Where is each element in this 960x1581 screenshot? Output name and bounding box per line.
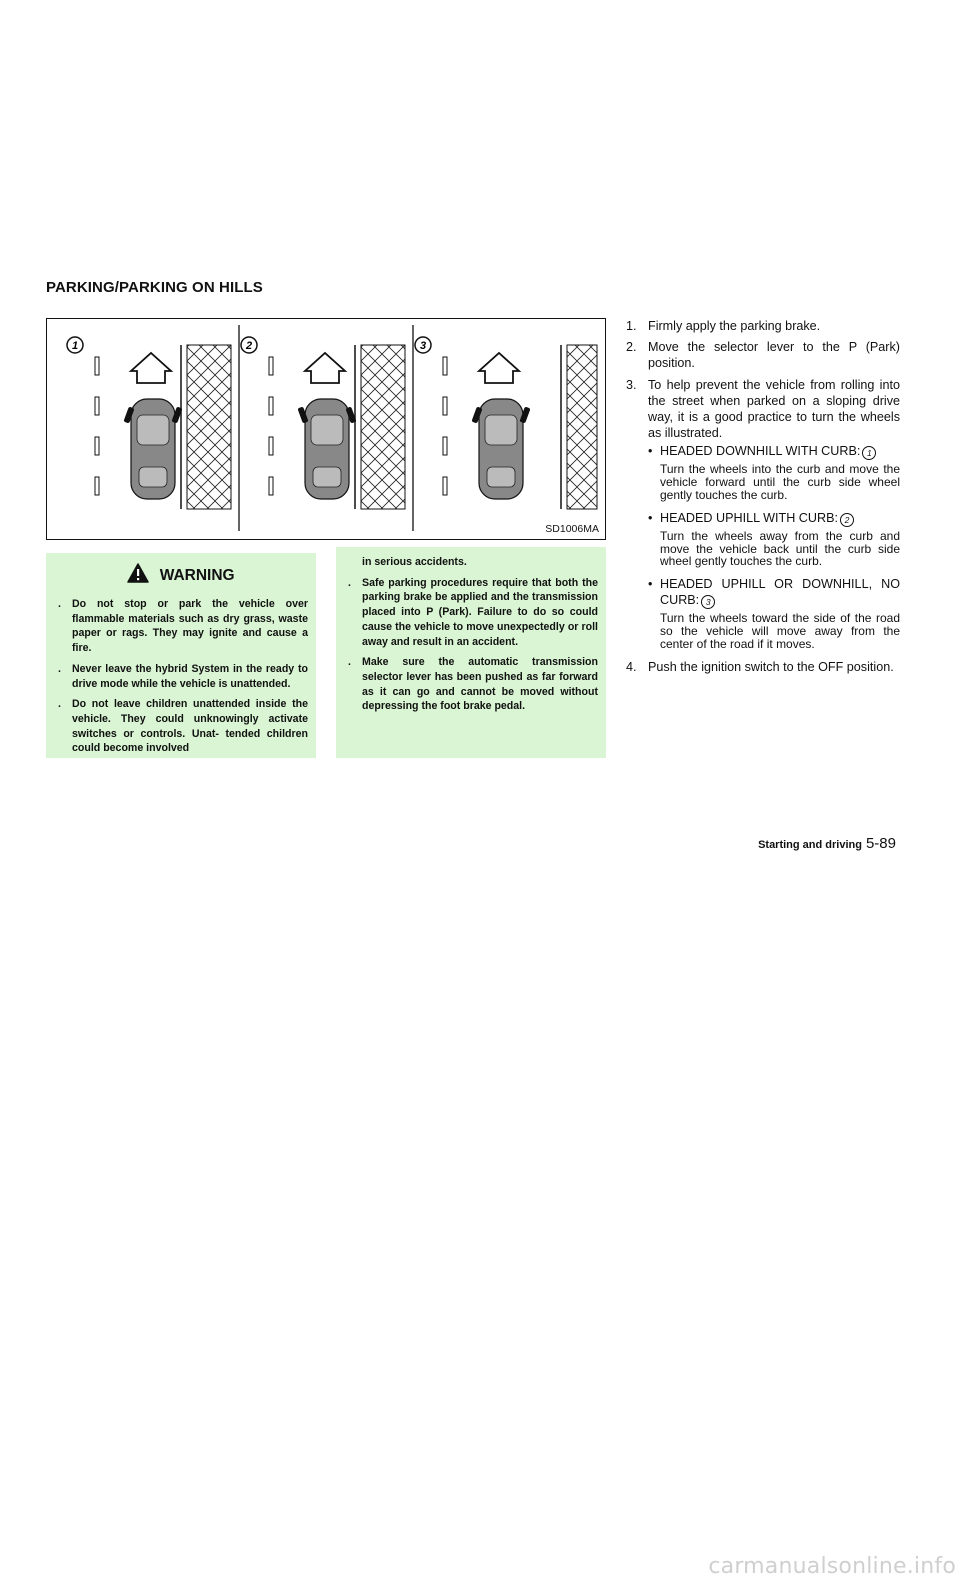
bullet-marker: .: [58, 598, 61, 610]
callout-1-badge: [67, 337, 83, 353]
up-arrow-icon: [305, 353, 345, 383]
figure-code: SD1006MA: [545, 523, 599, 535]
callout-2-badge: [241, 337, 257, 353]
warning-triangle-icon: [127, 563, 149, 583]
callout-3-label: 3: [419, 340, 427, 352]
warning-item-text: Do not stop or park the vehicle over flammable materials such as dry grass, waste paper or rags. They may ignite and cause a fire.: [72, 598, 308, 655]
step-2: [626, 339, 900, 371]
panel-2: [241, 337, 405, 509]
warning-item-text: Do not leave children unattended inside the vehicle. They could unknowingly activate switches or controls. Unat- tended children could become involved: [72, 698, 308, 755]
step-3: [626, 377, 900, 651]
footer-chapter-title: Starting and driving: [758, 839, 862, 851]
warning-item: [348, 576, 598, 650]
sub-bullet-label: HEADED DOWNHILL WITH CURB:: [660, 444, 861, 459]
warning-item-text: Never leave the hybrid System in the ready to drive mode while the vehicle is unattended.: [72, 662, 308, 690]
bullet-marker: •: [648, 577, 653, 592]
panel-1: [67, 337, 231, 509]
procedure-steps: [626, 318, 900, 680]
step-text: Move the selector lever to the P (Park) position.: [648, 340, 900, 371]
bullet-marker: .: [58, 662, 61, 675]
sub-bullet-text: Turn the wheels away from the curb and move the vehicle back until the curb side wheel gently touches the curb.: [660, 528, 900, 569]
callout-ref-icon: 3: [701, 595, 715, 609]
warning-heading: [46, 563, 316, 585]
warning-item: [58, 697, 308, 756]
step-text: Firmly apply the parking brake.: [648, 319, 821, 333]
car-icon: [471, 399, 530, 499]
center-line-dashes: [95, 357, 99, 495]
curb-hatch: [361, 345, 405, 509]
warning-column-left: [46, 553, 316, 758]
watermark: carmanualsonline.info: [708, 1554, 956, 1579]
bullet-marker: .: [348, 656, 351, 669]
warning-list-right: [348, 555, 598, 720]
bullet-marker: •: [648, 444, 653, 459]
page-number: 5-89: [865, 835, 896, 852]
curb-hatch: [187, 345, 231, 509]
sub-bullet-uphill-curb: [648, 510, 900, 527]
up-arrow-icon: [131, 353, 171, 383]
sub-bullet-label: HEADED UPHILL OR DOWNHILL, NO CURB:: [660, 577, 900, 608]
page-footer: [716, 835, 896, 853]
callout-ref-icon: 1: [862, 446, 876, 460]
center-line-dashes: [443, 357, 447, 495]
car-icon: [123, 399, 182, 499]
step-text: Push the ignition switch to the OFF position.: [648, 659, 894, 674]
callout-3-badge: [415, 337, 431, 353]
roadside-hatch: [567, 345, 597, 509]
parking-illustration: [46, 318, 606, 540]
step-number: 4.: [626, 659, 637, 674]
step-number: 1.: [626, 319, 637, 333]
warning-box: [46, 553, 606, 758]
sub-bullet-text: Turn the wheels into the curb and move the vehicle forward until the curb side wheel gently touches the curb.: [660, 462, 900, 503]
bullet-marker: .: [348, 576, 351, 589]
warning-item: [58, 662, 308, 691]
sub-bullet-downhill-curb: [648, 443, 900, 460]
warning-list-left: [58, 597, 308, 762]
callout-ref-icon: 2: [840, 513, 854, 527]
sub-bullet-no-curb: [648, 576, 900, 609]
step-number: 3.: [626, 377, 637, 392]
center-line-dashes: [269, 357, 273, 495]
warning-heading-label: WARNING: [159, 567, 235, 584]
step-text: To help prevent the vehicle from rolling into the street when parked on a sloping drive way, it is a good practice to turn the wheels as illustrated.: [648, 377, 900, 441]
panel-3: [415, 337, 597, 509]
callout-2-label: 2: [245, 340, 253, 352]
warning-column-right: [336, 547, 606, 758]
warning-item: [348, 655, 598, 714]
callout-1-label: 1: [71, 340, 79, 352]
warning-continuation: in serious accidents.: [362, 556, 467, 568]
sub-bullet-text: Turn the wheels toward the side of the road so the vehicle will move away from the center of the road if it moves.: [660, 611, 900, 651]
step-4: [626, 659, 900, 675]
bullet-marker: •: [648, 510, 653, 525]
warning-item: [58, 597, 308, 656]
car-icon: [297, 399, 356, 499]
warning-item-text: Safe parking procedures require that both the parking brake be applied and the transmission placed into P (Park). Failure to do so could cause the vehicle to move unexpectedly or roll away and result in an accident.: [362, 576, 598, 648]
warning-item-text: Make sure the automatic transmission selector lever has been pushed as far forward as it can go and cannot be moved without depressing the foot brake pedal.: [362, 656, 598, 713]
up-arrow-icon: [479, 353, 519, 383]
bullet-marker: .: [58, 698, 61, 711]
step-number: 2.: [626, 340, 637, 355]
step-1: [626, 318, 900, 334]
parking-diagram: [47, 319, 604, 538]
sub-bullet-label: HEADED UPHILL WITH CURB:: [660, 510, 838, 525]
section-title: PARKING/PARKING ON HILLS: [46, 279, 263, 296]
